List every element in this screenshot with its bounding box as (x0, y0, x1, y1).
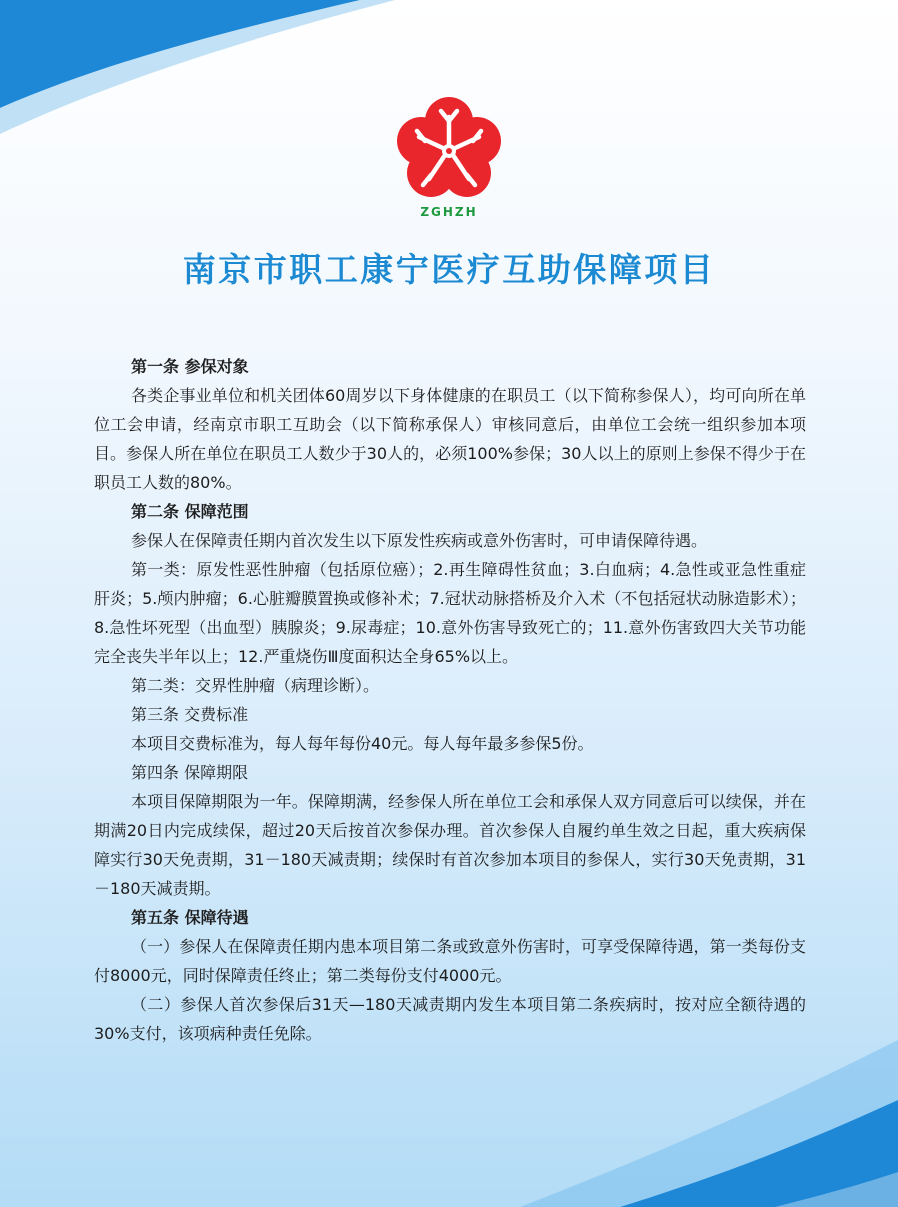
section-heading: 第五条 保障待遇 (131, 908, 249, 927)
section-heading: 第二条 保障范围 (131, 502, 249, 521)
body-paragraph: 本项目保障期限为一年。保障期满，经参保人所在单位工会和承保人双方同意后可以续保，并在期满20日内完成续保，超过20天后按首次参保办理。首次参保人自履约单生效之日起，重大疾病保障实行30天免责期，31－180天减责期；续保时有首次参加本项目的参保人，实行30天免责期，31－180天减责期。 (94, 792, 806, 898)
zghzh-logo (395, 95, 503, 219)
logo-text: ZGHZH (420, 205, 478, 219)
body-paragraph: 参保人在保障责任期内首次发生以下原发性疾病或意外伤害时，可申请保障待遇。 (131, 531, 708, 550)
section-heading: 第一条 参保对象 (131, 357, 249, 376)
plum-flower-icon (397, 97, 501, 197)
page-title: 南京市职工康宁医疗互助保障项目 (182, 250, 716, 289)
article-body (94, 352, 806, 1048)
section-heading: 第三条 交费标准 (131, 705, 249, 724)
body-paragraph: 第二类：交界性肿瘤（病理诊断）。 (131, 676, 380, 695)
body-paragraph: 各类企事业单位和机关团体60周岁以下身体健康的在职员工（以下简称参保人），均可向所在单位工会申请，经南京市职工互助会（以下简称承保人）审核同意后，由单位工会统一组织参加本项目。参保人所在单位在职员工人数少于30人的，必须100%参保；30人以上的原则上参保不得少于在职员工人数的80%。 (94, 386, 806, 492)
body-paragraph: 第一类：原发性恶性肿瘤（包括原位癌）；2.再生障碍性贫血；3.白血病；4.急性或亚急性重症肝炎；5.颅内肿瘤；6.心脏瓣膜置换或修补术；7.冠状动脉搭桥及介入术（不包括冠状动脉造影术）；8.急性坏死型（出血型）胰腺炎；9.尿毒症；10.意外伤害导致死亡的；11.意外伤害致四大关节功能完全丧失半年以上；12.严重烧伤Ⅲ度面积达全身65%以上。 (94, 560, 806, 666)
body-paragraph: 本项目交费标准为，每人每年每份40元。每人每年最多参保5份。 (131, 734, 594, 753)
body-paragraph: （一）参保人在保障责任期内患本项目第二条或致意外伤害时，可享受保障待遇，第一类每份支付8000元，同时保障责任终止；第二类每份支付4000元。 (94, 937, 806, 985)
section-heading: 第四条 保障期限 (131, 763, 249, 782)
body-paragraph: （二）参保人首次参保后31天—180天减责期内发生本项目第二条疾病时，按对应全额待遇的30%支付，该项病种责任免除。 (94, 995, 806, 1043)
